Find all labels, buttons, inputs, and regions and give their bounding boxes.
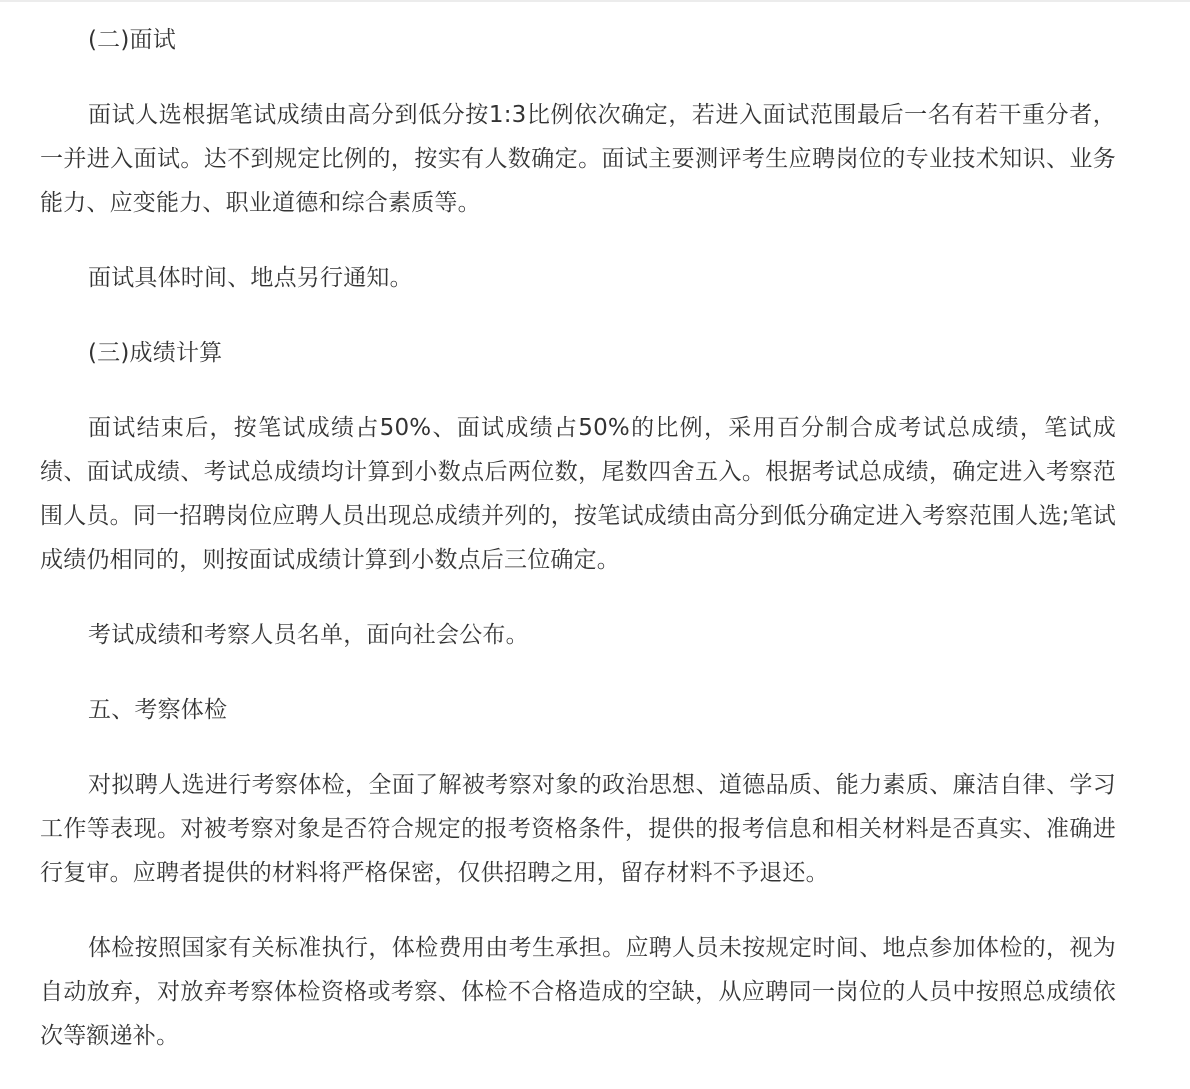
- top-divider: [0, 0, 1190, 2]
- paragraph-score-publication: 考试成绩和考察人员名单，面向社会公布。: [88, 622, 529, 648]
- paragraph-medical-exam: 体检按照国家有关标准执行，体检费用由考生承担。应聘人员未按规定时间、地点参加体检的，视为自动放弃，对放弃考察体检资格或考察、体检不合格造成的空缺，从应聘同一岗位的人员中按照总成绩依次等额递补。: [40, 935, 1116, 1049]
- paragraph-inspection-details: 对拟聘人选进行考察体检，全面了解被考察对象的政治思想、道德品质、能力素质、廉洁自律、学习工作等表现。对被考察对象是否符合规定的报考资格条件，提供的报考信息和相关材料是否真实、准确进行复审。应聘者提供的材料将严格保密，仅供招聘之用，留存材料不予退还。: [40, 772, 1116, 886]
- section-heading-score-calculation: (三)成绩计算: [88, 340, 223, 366]
- paragraph-interview-notice: 面试具体时间、地点另行通知。: [88, 265, 413, 291]
- section-heading-interview: (二)面试: [88, 27, 176, 53]
- paragraph-score-calculation: 面试结束后，按笔试成绩占50%、面试成绩占50%的比例，采用百分制合成考试总成绩，笔试成绩、面试成绩、考试总成绩均计算到小数点后两位数，尾数四舍五入。根据考试总成绩，确定进入考察范围人员。同一招聘岗位应聘人员出现总成绩并列的，按笔试成绩由高分到低分确定进入考察范围人选;笔试成绩仍相同的，则按面试成绩计算到小数点后三位确定。: [40, 415, 1116, 573]
- paragraph-interview-selection: 面试人选根据笔试成绩由高分到低分按1:3比例依次确定，若进入面试范围最后一名有若干重分者，一并进入面试。达不到规定比例的，按实有人数确定。面试主要测评考生应聘岗位的专业技术知识、业务能力、应变能力、职业道德和综合素质等。: [40, 102, 1116, 216]
- section-heading-inspection: 五、考察体检: [88, 697, 228, 723]
- article-body: [40, 18, 1116, 1089]
